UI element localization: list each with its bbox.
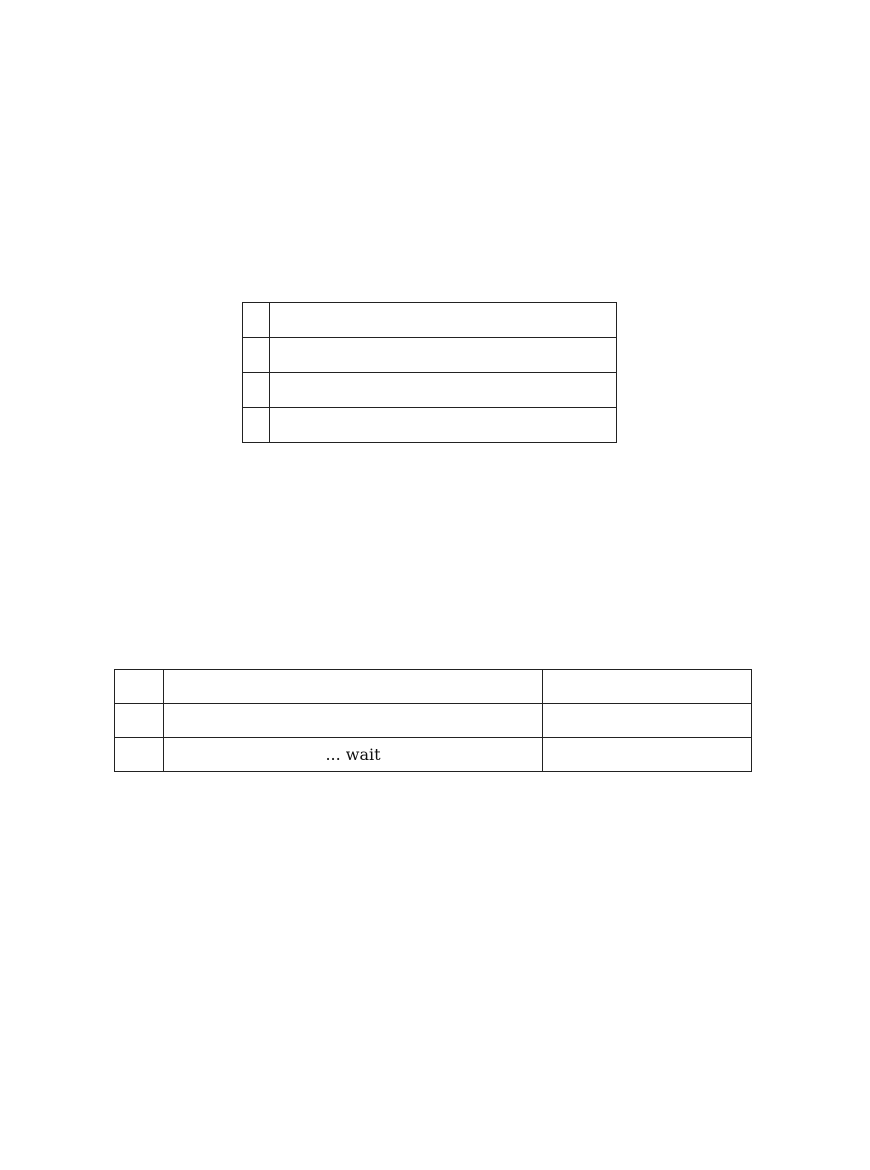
table-row [243, 303, 617, 338]
element-symbol [243, 303, 270, 338]
experiment-goal: ... wait [164, 738, 543, 772]
option-key [115, 704, 164, 738]
header-goal [164, 670, 543, 704]
element-symbol [243, 408, 270, 443]
header-blank [115, 670, 164, 704]
experiment-reagent [543, 738, 752, 772]
table-row [243, 408, 617, 443]
experiment-goal [164, 704, 543, 738]
option-key [115, 738, 164, 772]
element-symbol [243, 338, 270, 373]
q11-element-table [242, 302, 617, 443]
table-row [243, 338, 617, 373]
element-description [270, 408, 617, 443]
element-description [270, 373, 617, 408]
table-row [243, 373, 617, 408]
table-row [115, 738, 752, 772]
element-symbol [243, 373, 270, 408]
element-description [270, 338, 617, 373]
q12-experiment-table [114, 669, 752, 772]
table-row [115, 704, 752, 738]
experiment-reagent [543, 704, 752, 738]
element-description [270, 303, 617, 338]
header-reagent [543, 670, 752, 704]
table-header-row [115, 670, 752, 704]
